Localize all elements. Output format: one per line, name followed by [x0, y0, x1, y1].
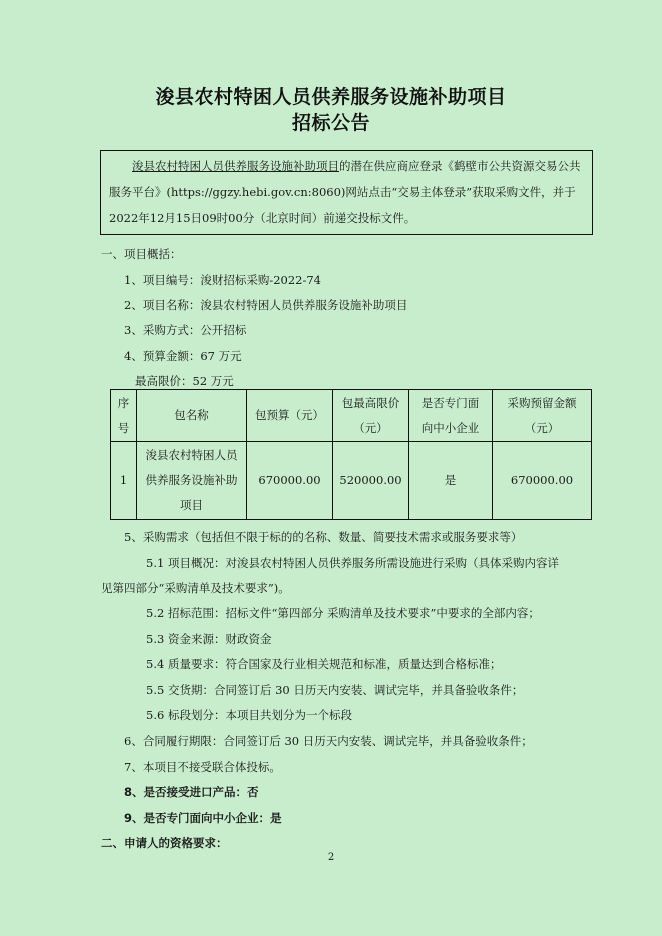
req-5-2: 5.2 招标范围：招标文件“第四部分 采购清单及技术要求”中要求的全部内容； [146, 606, 540, 620]
notice-line3: 2022年12月15日09时00分（北京时间）前递交投标文件。 [109, 211, 416, 225]
procurement-requirements-heading: 5、采购需求（包括但不限于标的的名称、数量、简要技术需求或服务要求等） [124, 530, 523, 544]
procurement-method: 3、采购方式：公开招标 [124, 323, 247, 337]
sme-only: 9、是否专门面向中小企业：是 [124, 811, 282, 825]
project-name: 2、项目名称：浚县农村特困人员供养服务设施补助项目 [124, 298, 408, 312]
cell-package-name: 浚县农村特困人员 供养服务设施补助 项目 [137, 442, 247, 520]
notice-line2: 服务平台》(https://ggzy.hebi.gov.cn:8060)网站点击“交易主体登录”获取采购文件，并于 [109, 185, 576, 199]
notice-line1 [109, 153, 584, 179]
req-5-6: 5.6 标段划分：本项目共划分为一个标段 [146, 708, 352, 722]
table-row [111, 442, 592, 520]
cell-sme: 是 [409, 442, 493, 520]
notice-box [100, 150, 593, 235]
header-package-budget: 包预算（元） [247, 390, 333, 442]
project-number: 1、项目编号：浚财招标采购-2022-74 [124, 273, 321, 287]
section2-heading: 二、申请人的资格要求： [101, 836, 228, 850]
notice-line1-text: 的潜在供应商应登录《鹤壁市公共资源交易公共 [339, 159, 581, 173]
req-5-1-line1: 5.1 项目概况：对浚县农村特困人员供养服务所需设施进行采购（具体采购内容详 [146, 556, 559, 570]
header-reserved-amount: 采购预留金额 （元） [493, 390, 592, 442]
contract-term: 6、合同履行期限：合同签订后 30 日历天内安装、调试完毕，并具备验收条件； [124, 734, 533, 748]
cell-reserved-amount: 670000.00 [493, 442, 592, 520]
cell-max-price: 520000.00 [333, 442, 409, 520]
req-5-4: 5.4 质量要求：符合国家及行业相关规范和标准，质量达到合格标准； [146, 657, 502, 671]
page-number: 2 [327, 852, 335, 863]
cell-no: 1 [111, 442, 137, 520]
imported-products: 8、是否接受进口产品：否 [124, 785, 259, 799]
req-5-3: 5.3 资金来源：财政资金 [146, 632, 272, 646]
header-no: 序 号 [111, 390, 137, 442]
budget-amount: 4、预算金额：67 万元 [124, 349, 242, 363]
req-5-1-line2: 见第四部分“采购清单及技术要求”)。 [101, 581, 290, 595]
section1-heading: 一、项目概括： [101, 247, 182, 261]
req-5-5: 5.5 交货期：合同签订后 30 日历天内安装、调试完毕，并具备验收条件； [146, 683, 524, 697]
max-price: 最高限价：52 万元 [135, 374, 234, 388]
notice-project-name: 浚县农村特困人员供养服务设施补助项目 [132, 159, 339, 173]
header-max-price: 包最高限价 （元） [333, 390, 409, 442]
cell-package-budget: 670000.00 [247, 442, 333, 520]
package-table [110, 389, 592, 520]
table-header-row [111, 390, 592, 442]
document-title-line2: 招标公告 [291, 112, 370, 134]
header-package-name: 包名称 [137, 390, 247, 442]
header-sme: 是否专门面 向中小企业 [409, 390, 493, 442]
no-consortium: 7、本项目不接受联合体投标。 [124, 760, 281, 774]
document-title-line1: 浚县农村特困人员供养服务设施补助项目 [155, 86, 507, 108]
